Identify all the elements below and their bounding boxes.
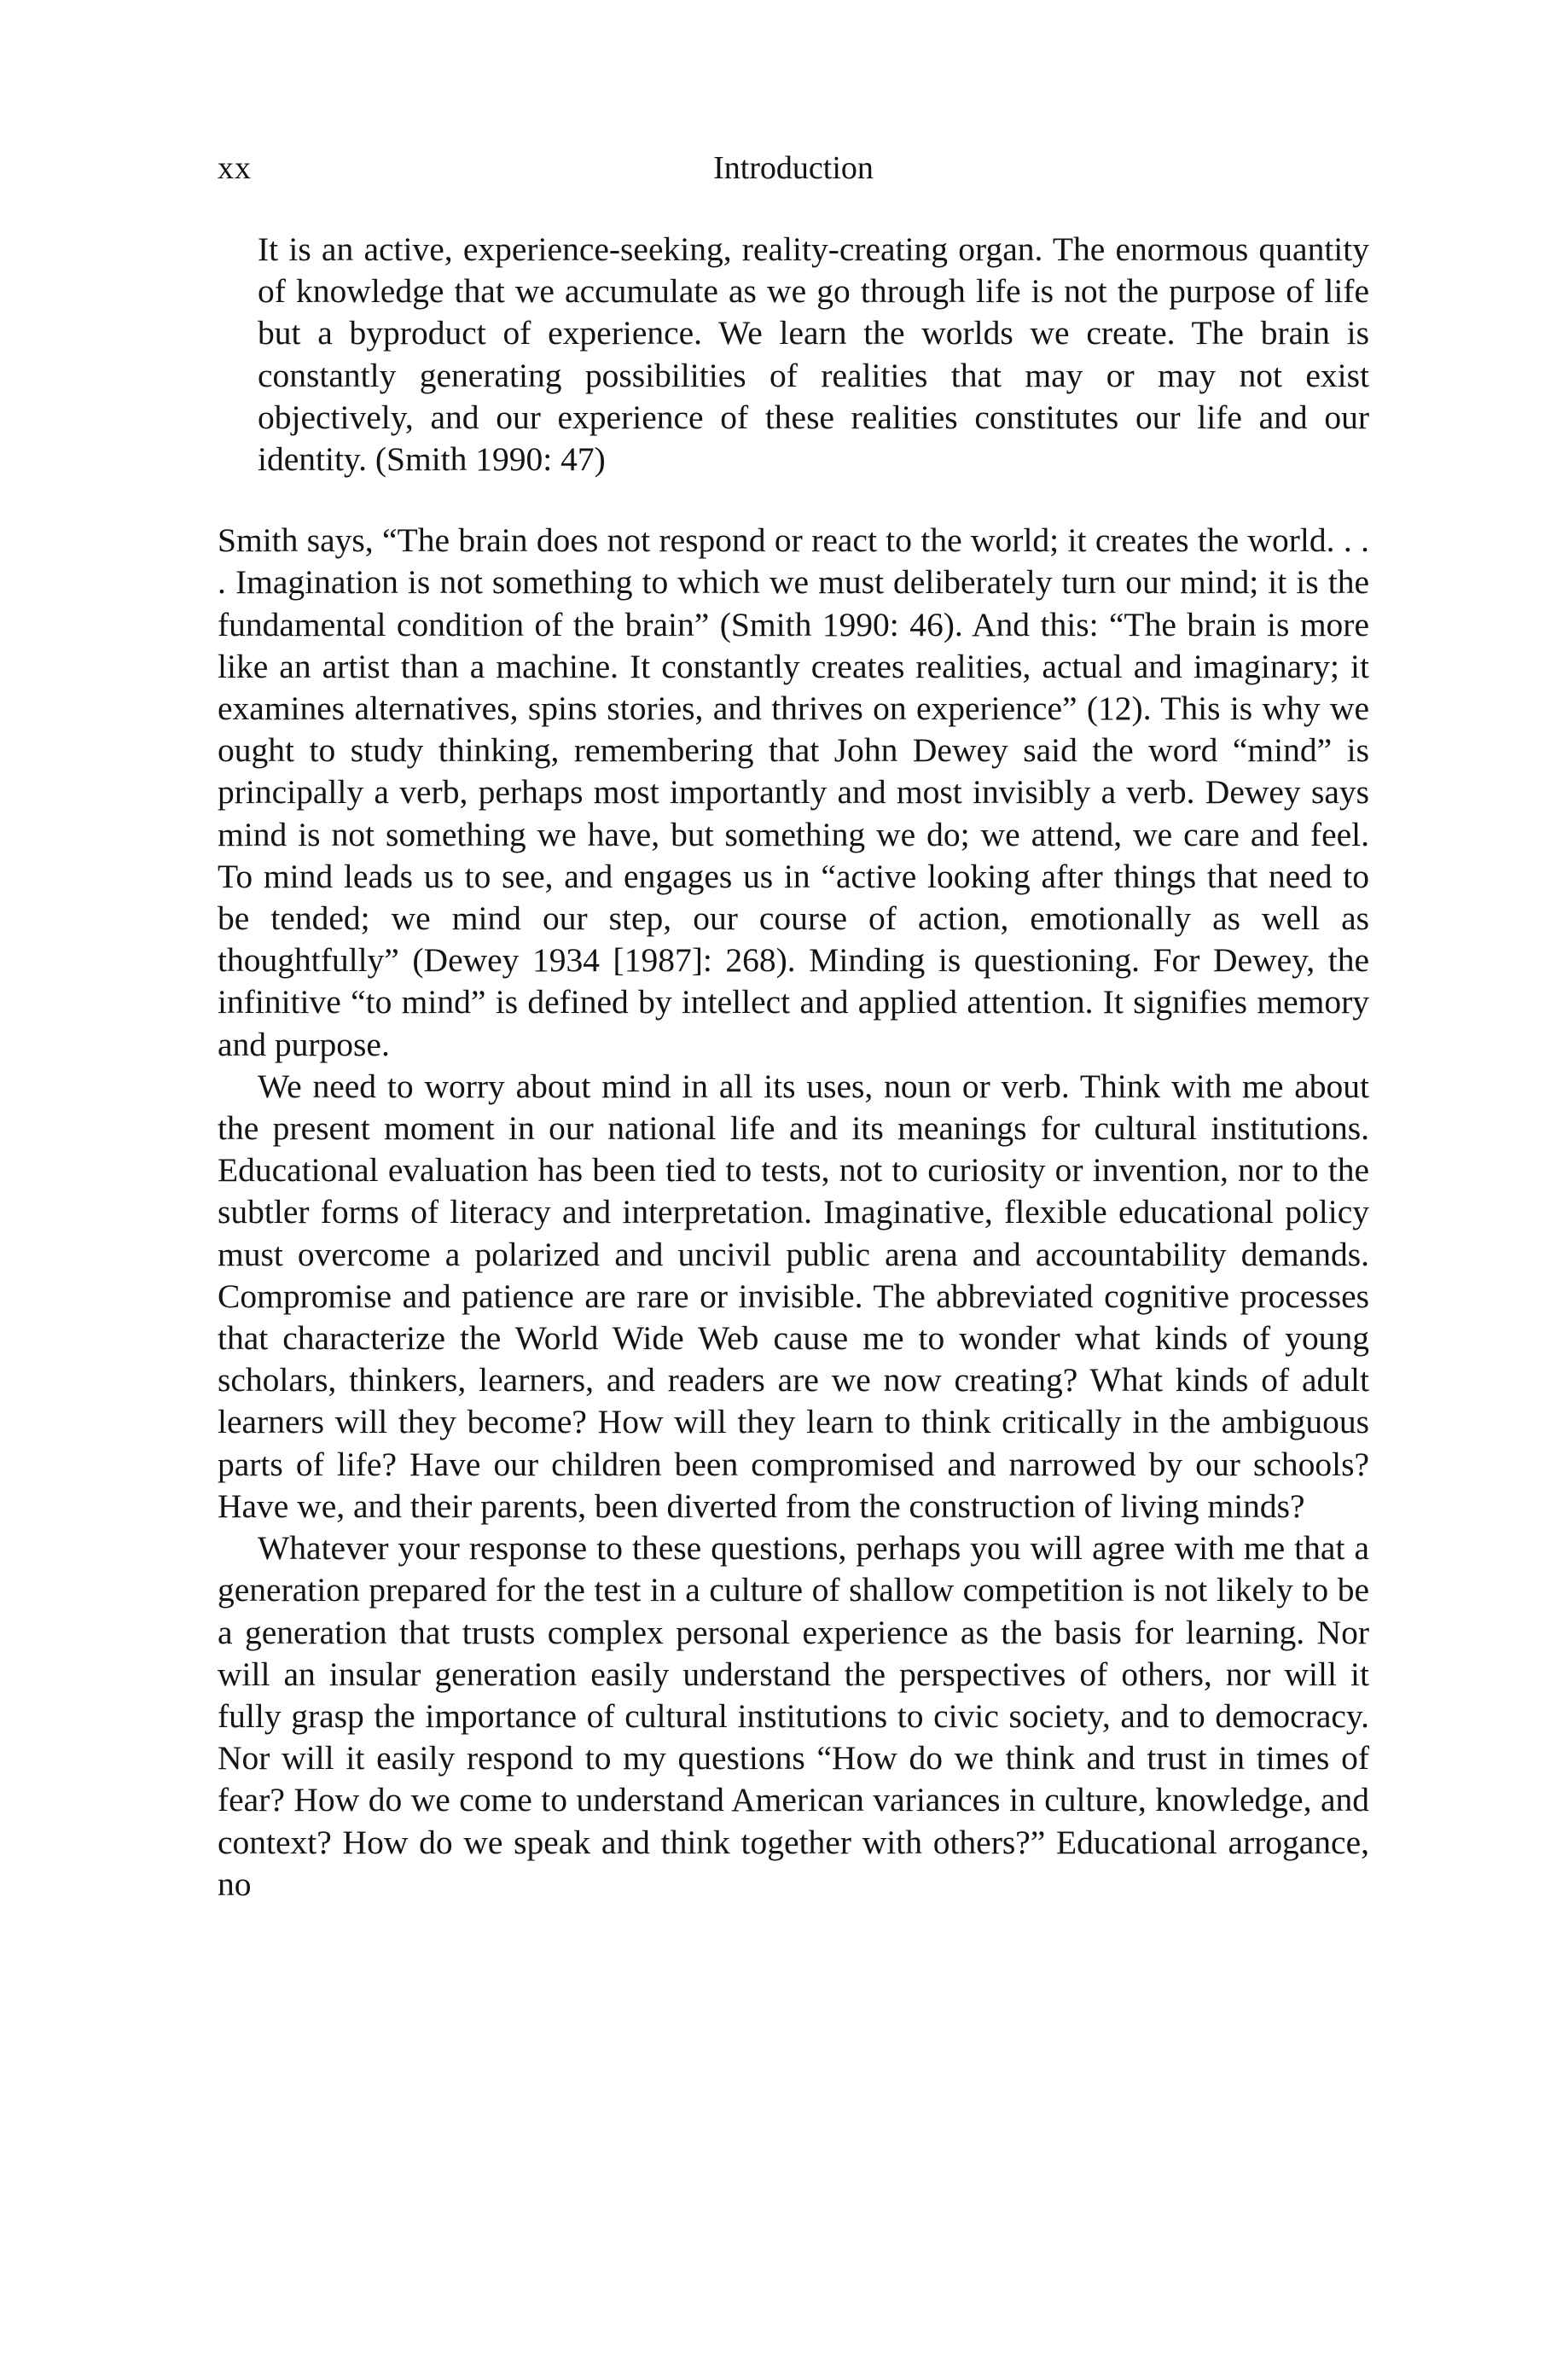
- body-text: [218, 229, 1369, 1905]
- paragraph-3: Whatever your response to these questions, perhaps you will agree with me that a generation prepared for the test in a culture of shallow competition is not likely to be a generation that trusts complex personal experience as the basis for learning. Nor will an insular generation easily understand the perspectives of others, nor will it fully grasp the importance of cultural institutions to civic society, and to democracy. Nor will it easily respond to my questions “How do we think and trust in times of fear? How do we come to understand American variances in culture, knowledge, and context? How do we speak and think together with others?” Educational arrogance, no: [218, 1529, 1369, 1903]
- paragraph-2: We need to worry about mind in all its uses, noun or verb. Think with me about the present moment in our national life and its meanings for cultural institutions. Educational evaluation has been tied to tests, not to curiosity or invention, nor to the subtler forms of literacy and interpretation. Imaginative, flexible educational policy must overcome a polarized and uncivil public arena and accountability demands. Compromise and patience are rare or invisible. The abbreviated cognitive processes that characterize the World Wide Web cause me to wonder what kinds of young scholars, thinkers, learners, and readers are we now creating? What kinds of adult learners will they become? How will they learn to think critically in the ambiguous parts of life? Have our children been compromised and narrowed by our schools? Have we, and their parents, been diverted from the construction of living minds?: [218, 1067, 1369, 1525]
- paragraph-1: Smith says, “The brain does not respond or react to the world; it creates the world. . . . Imagination is not something to which we must deliberately turn our mind; it is the fundamental condition of the brain” (Smith 1990: 46). And this: “The brain is more like an artist than a machine. It constantly creates realities, actual and imaginary; it examines alternatives, spins stories, and thrives on experience” (12). This is why we ought to study thinking, remembering that John Dewey said the word “mind” is principally a verb, perhaps most importantly and most invisibly a verb. Dewey says mind is not something we have, but something we do; we attend, we care and feel. To mind leads us to see, and engages us in “active looking after things that need to be tended; we mind our step, our course of action, emotionally as well as thoughtfully” (Dewey 1934 [1987]: 268). Minding is questioning. For Dewey, the infinitive “to mind” is defined by intellect and applied attention. It signifies memory and purpose.: [218, 521, 1369, 1063]
- block-quote: It is an active, experience-seeking, reality-creating organ. The enormous quantity of knowledge that we accumulate as we go through life is not the purpose of life but a byproduct of experience. We learn the worlds we create. The brain is constantly generating possibilities of realities that may or may not exist objectively, and our experience of these realities constitutes our life and our identity. (Smith 1990: 47): [258, 230, 1369, 479]
- page-number: xx: [218, 150, 252, 186]
- running-head: [218, 147, 1369, 189]
- chapter-title: Introduction: [713, 150, 874, 186]
